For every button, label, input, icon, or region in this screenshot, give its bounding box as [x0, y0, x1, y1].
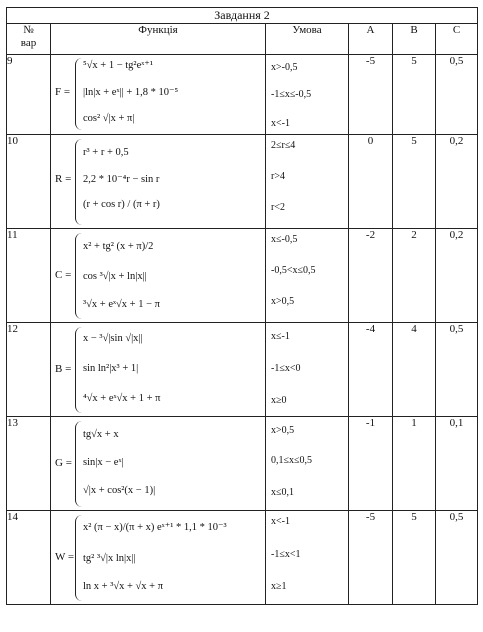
- value-b: 2: [393, 229, 436, 323]
- value-b: 5: [393, 511, 436, 605]
- condition-1: x≤-0,5: [271, 234, 298, 245]
- condition-3: r<2: [271, 202, 285, 213]
- condition-cell: [266, 511, 349, 605]
- header-a: A: [349, 24, 393, 55]
- condition-cell: [266, 55, 349, 135]
- value-a: -5: [349, 55, 393, 135]
- header-b: B: [393, 24, 436, 55]
- function-line-3: ln x + ³√x + √x + π: [83, 581, 164, 592]
- condition-2: -1≤x<0: [271, 363, 301, 374]
- value-b: 5: [393, 55, 436, 135]
- condition-2: -1≤x≤-0,5: [271, 89, 312, 100]
- value-c: 0,1: [436, 417, 478, 511]
- condition-3: x<-1: [271, 118, 290, 129]
- function-line-2: sin ln²|x³ + 1|: [83, 363, 139, 374]
- value-c: 0,5: [436, 323, 478, 417]
- function-line-3: ³√x + eˣ√x + 1 − π: [83, 299, 160, 310]
- curly-brace: [75, 327, 82, 413]
- variant-number: 13: [7, 417, 51, 511]
- condition-3: x≥1: [271, 581, 287, 592]
- function-cell: [51, 229, 266, 323]
- function-cell: [51, 55, 266, 135]
- table-row: [7, 417, 478, 511]
- condition-1: x>0,5: [271, 425, 295, 436]
- function-name: C =: [55, 269, 72, 281]
- function-line-3: ⁴√x + eˣ√x + 1 + π: [83, 393, 161, 404]
- task-table: [6, 7, 478, 605]
- function-name: W =: [55, 551, 75, 563]
- condition-2: -1≤x<1: [271, 549, 301, 560]
- header-number: [7, 24, 51, 55]
- table-title: Завдання 2: [7, 8, 478, 24]
- condition-cell: [266, 417, 349, 511]
- value-b: 4: [393, 323, 436, 417]
- function-line-3: √|x + cos²(x − 1)|: [83, 485, 156, 496]
- condition-cell: [266, 135, 349, 229]
- value-a: 0: [349, 135, 393, 229]
- function-line-3: cos² √|x + π|: [83, 113, 135, 124]
- function-line-2: sin|x − eˣ|: [83, 457, 124, 468]
- function-line-1: r³ + r + 0,5: [83, 147, 129, 158]
- condition-cell: [266, 323, 349, 417]
- value-a: -5: [349, 511, 393, 605]
- table-row: [7, 135, 478, 229]
- value-a: -2: [349, 229, 393, 323]
- condition-cell: [266, 229, 349, 323]
- function-line-2: cos ³√|x + ln|x||: [83, 271, 147, 282]
- variant-number: 11: [7, 229, 51, 323]
- value-c: 0,2: [436, 229, 478, 323]
- value-b: 1: [393, 417, 436, 511]
- condition-3: x>0,5: [271, 296, 295, 307]
- function-line-1: tg√x + x: [83, 429, 119, 440]
- value-c: 0,5: [436, 55, 478, 135]
- value-c: 0,2: [436, 135, 478, 229]
- function-cell: [51, 417, 266, 511]
- function-line-1: x² + tg² (x + π)/2: [83, 241, 154, 252]
- curly-brace: [75, 421, 82, 507]
- function-cell: [51, 511, 266, 605]
- function-line-1: x² (π − x)/(π + x) eˣ⁺¹ * 1,1 * 10⁻³: [83, 522, 227, 533]
- header-number-line2: вар: [20, 37, 37, 49]
- value-a: -4: [349, 323, 393, 417]
- function-name: B =: [55, 363, 72, 375]
- table-row: [7, 229, 478, 323]
- curly-brace: [75, 515, 82, 601]
- table-row: [7, 511, 478, 605]
- function-name: F =: [55, 86, 71, 98]
- header-condition: Умова: [266, 24, 349, 55]
- function-cell: [51, 323, 266, 417]
- value-c: 0,5: [436, 511, 478, 605]
- table-row: [7, 55, 478, 135]
- function-line-1: ⁵√x + 1 − tg²eˣ⁺¹: [83, 60, 153, 71]
- condition-1: x>-0,5: [271, 62, 298, 73]
- condition-2: r>4: [271, 171, 285, 182]
- curly-brace: [75, 58, 82, 130]
- function-line-2: 2,2 * 10⁻⁴r − sin r: [83, 174, 160, 185]
- curly-brace: [75, 233, 82, 319]
- function-cell: [51, 135, 266, 229]
- variant-number: 9: [7, 55, 51, 135]
- condition-1: x≤-1: [271, 331, 290, 342]
- condition-1: 2≤r≤4: [271, 140, 296, 151]
- condition-2: -0,5<x≤0,5: [271, 265, 316, 276]
- function-name: G =: [55, 457, 72, 469]
- condition-2: 0,1≤x≤0,5: [271, 455, 312, 466]
- function-name: R =: [55, 173, 72, 185]
- condition-3: x≤0,1: [271, 487, 294, 498]
- table-row: [7, 323, 478, 417]
- variant-number: 10: [7, 135, 51, 229]
- condition-3: x≥0: [271, 395, 287, 406]
- function-line-2: |ln|x + eˣ|| + 1,8 * 10⁻⁵: [83, 87, 179, 98]
- function-line-3: (r + cos r) / (π + r): [83, 199, 160, 210]
- header-function: Функція: [51, 24, 266, 55]
- function-line-2: tg² ³√|x ln|x||: [83, 553, 136, 564]
- curly-brace: [75, 139, 82, 225]
- function-line-1: x − ³√|sin √|x||: [83, 333, 143, 344]
- variant-number: 12: [7, 323, 51, 417]
- condition-1: x<-1: [271, 516, 290, 527]
- value-a: -1: [349, 417, 393, 511]
- value-b: 5: [393, 135, 436, 229]
- variant-number: 14: [7, 511, 51, 605]
- header-c: C: [436, 24, 478, 55]
- header-number-line1: №: [23, 24, 34, 36]
